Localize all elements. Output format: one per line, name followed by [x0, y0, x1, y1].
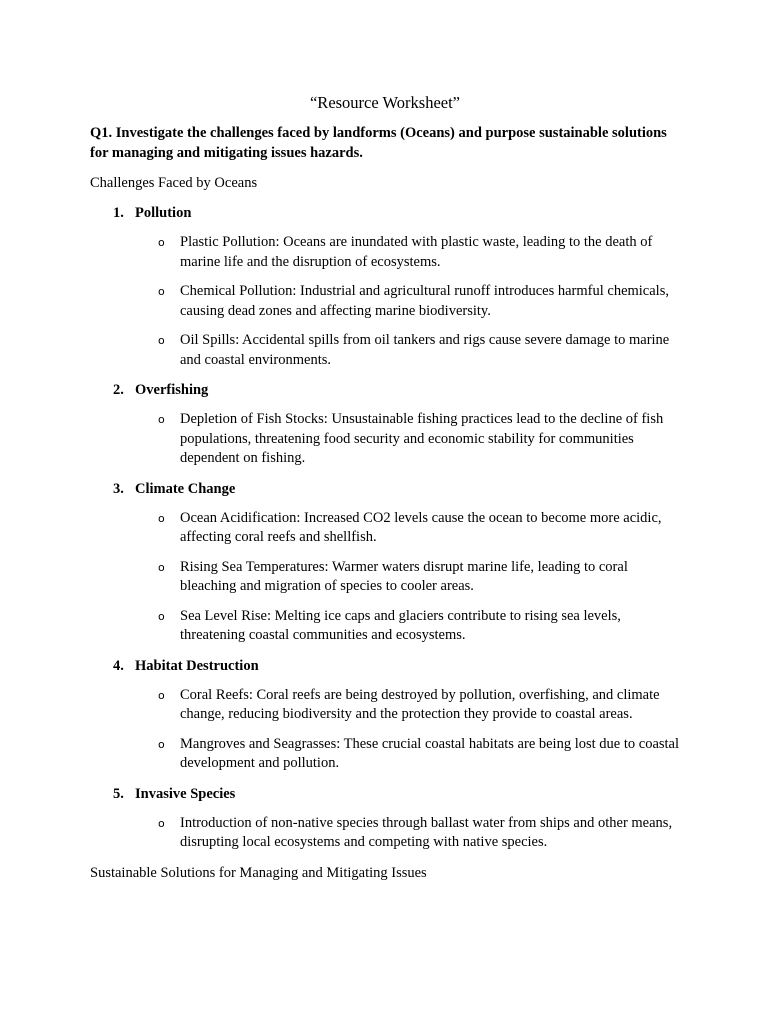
topic-number: 2.	[113, 382, 124, 398]
circle-bullet-icon: o	[158, 334, 165, 347]
bullet-text: Depletion of Fish Stocks: Unsustainable fishing practices lead to the decline of fish populations, threatening food security and economic stability for communities dependent on fishing.	[180, 411, 664, 466]
bullet-list	[90, 410, 680, 469]
bullet-list	[90, 233, 680, 370]
bullet-text: Oil Spills: Accidental spills from oil tankers and rigs cause severe damage to marine and coastal environments.	[180, 332, 670, 368]
topic-title	[90, 380, 680, 400]
question-text: Q1. Investigate the challenges faced by landforms (Oceans) and purpose sustainable solutions for managing and mitigating issues hazards.	[90, 125, 667, 161]
topic-label: Climate Change	[135, 480, 236, 497]
solutions-heading: Sustainable Solutions for Managing and Mitigating Issues	[90, 864, 427, 881]
circle-bullet-icon: o	[158, 737, 165, 751]
topic-item	[90, 784, 680, 853]
circle-bullet-icon: o	[158, 816, 165, 830]
topic-title	[90, 784, 680, 804]
topic-title	[90, 479, 680, 499]
document-page	[90, 93, 680, 883]
bullet-item	[90, 410, 680, 469]
topic-title	[90, 203, 680, 223]
topic-label: Habitat Destruction	[135, 657, 259, 674]
bullet-item	[90, 607, 680, 646]
bullet-item	[90, 558, 680, 597]
topic-label: Pollution	[135, 205, 192, 221]
topic-number: 1.	[113, 205, 124, 221]
topic-label: Overfishing	[135, 382, 209, 398]
bullet-text: Introduction of non-native species through ballast water from ships and other means, disrupting local ecosystems and competing with native species.	[180, 814, 673, 850]
topic-item	[90, 656, 680, 774]
bullet-text: Chemical Pollution: Industrial and agricultural runoff introduces harmful chemicals, causing dead zones and affecting marine biodiversity.	[180, 283, 669, 319]
bullet-list	[90, 814, 680, 853]
topic-number: 3.	[113, 480, 124, 497]
circle-bullet-icon: o	[158, 236, 165, 249]
circle-bullet-icon: o	[158, 511, 165, 525]
topic-item	[90, 203, 680, 370]
bullet-item	[90, 282, 680, 321]
bullet-text: Ocean Acidification: Increased CO2 levels cause the ocean to become more acidic, affecting coral reefs and shellfish.	[180, 509, 662, 545]
circle-bullet-icon: o	[158, 560, 165, 574]
bullet-item	[90, 509, 680, 548]
document-title: “Resource Worksheet”	[309, 93, 460, 112]
bullet-item	[90, 814, 680, 853]
topic-item	[90, 479, 680, 646]
bullet-text: Plastic Pollution: Oceans are inundated with plastic waste, leading to the death of marine life and the disruption of ecosystems.	[180, 234, 653, 270]
bullet-item	[90, 331, 680, 370]
circle-bullet-icon: o	[158, 413, 165, 426]
topic-number: 4.	[113, 657, 124, 674]
topic-title	[90, 656, 680, 676]
circle-bullet-icon: o	[158, 688, 165, 702]
bullet-text: Sea Level Rise: Melting ice caps and glaciers contribute to rising sea levels, threatening coastal communities and ecosystems.	[180, 607, 621, 643]
bullet-list	[90, 686, 680, 774]
bullet-text: Coral Reefs: Coral reefs are being destroyed by pollution, overfishing, and climate change, reducing biodiversity and the protection they provide to coastal areas.	[180, 686, 660, 722]
bullet-text: Mangroves and Seagrasses: These crucial coastal habitats are being lost due to coastal development and pollution.	[180, 735, 680, 771]
bullet-item	[90, 735, 680, 774]
topic-label: Invasive Species	[135, 785, 236, 802]
circle-bullet-icon: o	[158, 285, 165, 298]
topic-list	[90, 203, 680, 853]
topic-number: 5.	[113, 785, 124, 802]
bullet-item	[90, 686, 680, 725]
bullet-item	[90, 233, 680, 272]
bullet-text: Rising Sea Temperatures: Warmer waters disrupt marine life, leading to coral bleaching and migration of species to cooler areas.	[180, 558, 628, 594]
topic-item	[90, 380, 680, 469]
section-heading: Challenges Faced by Oceans	[90, 175, 258, 191]
bullet-list	[90, 509, 680, 646]
circle-bullet-icon: o	[158, 609, 165, 623]
